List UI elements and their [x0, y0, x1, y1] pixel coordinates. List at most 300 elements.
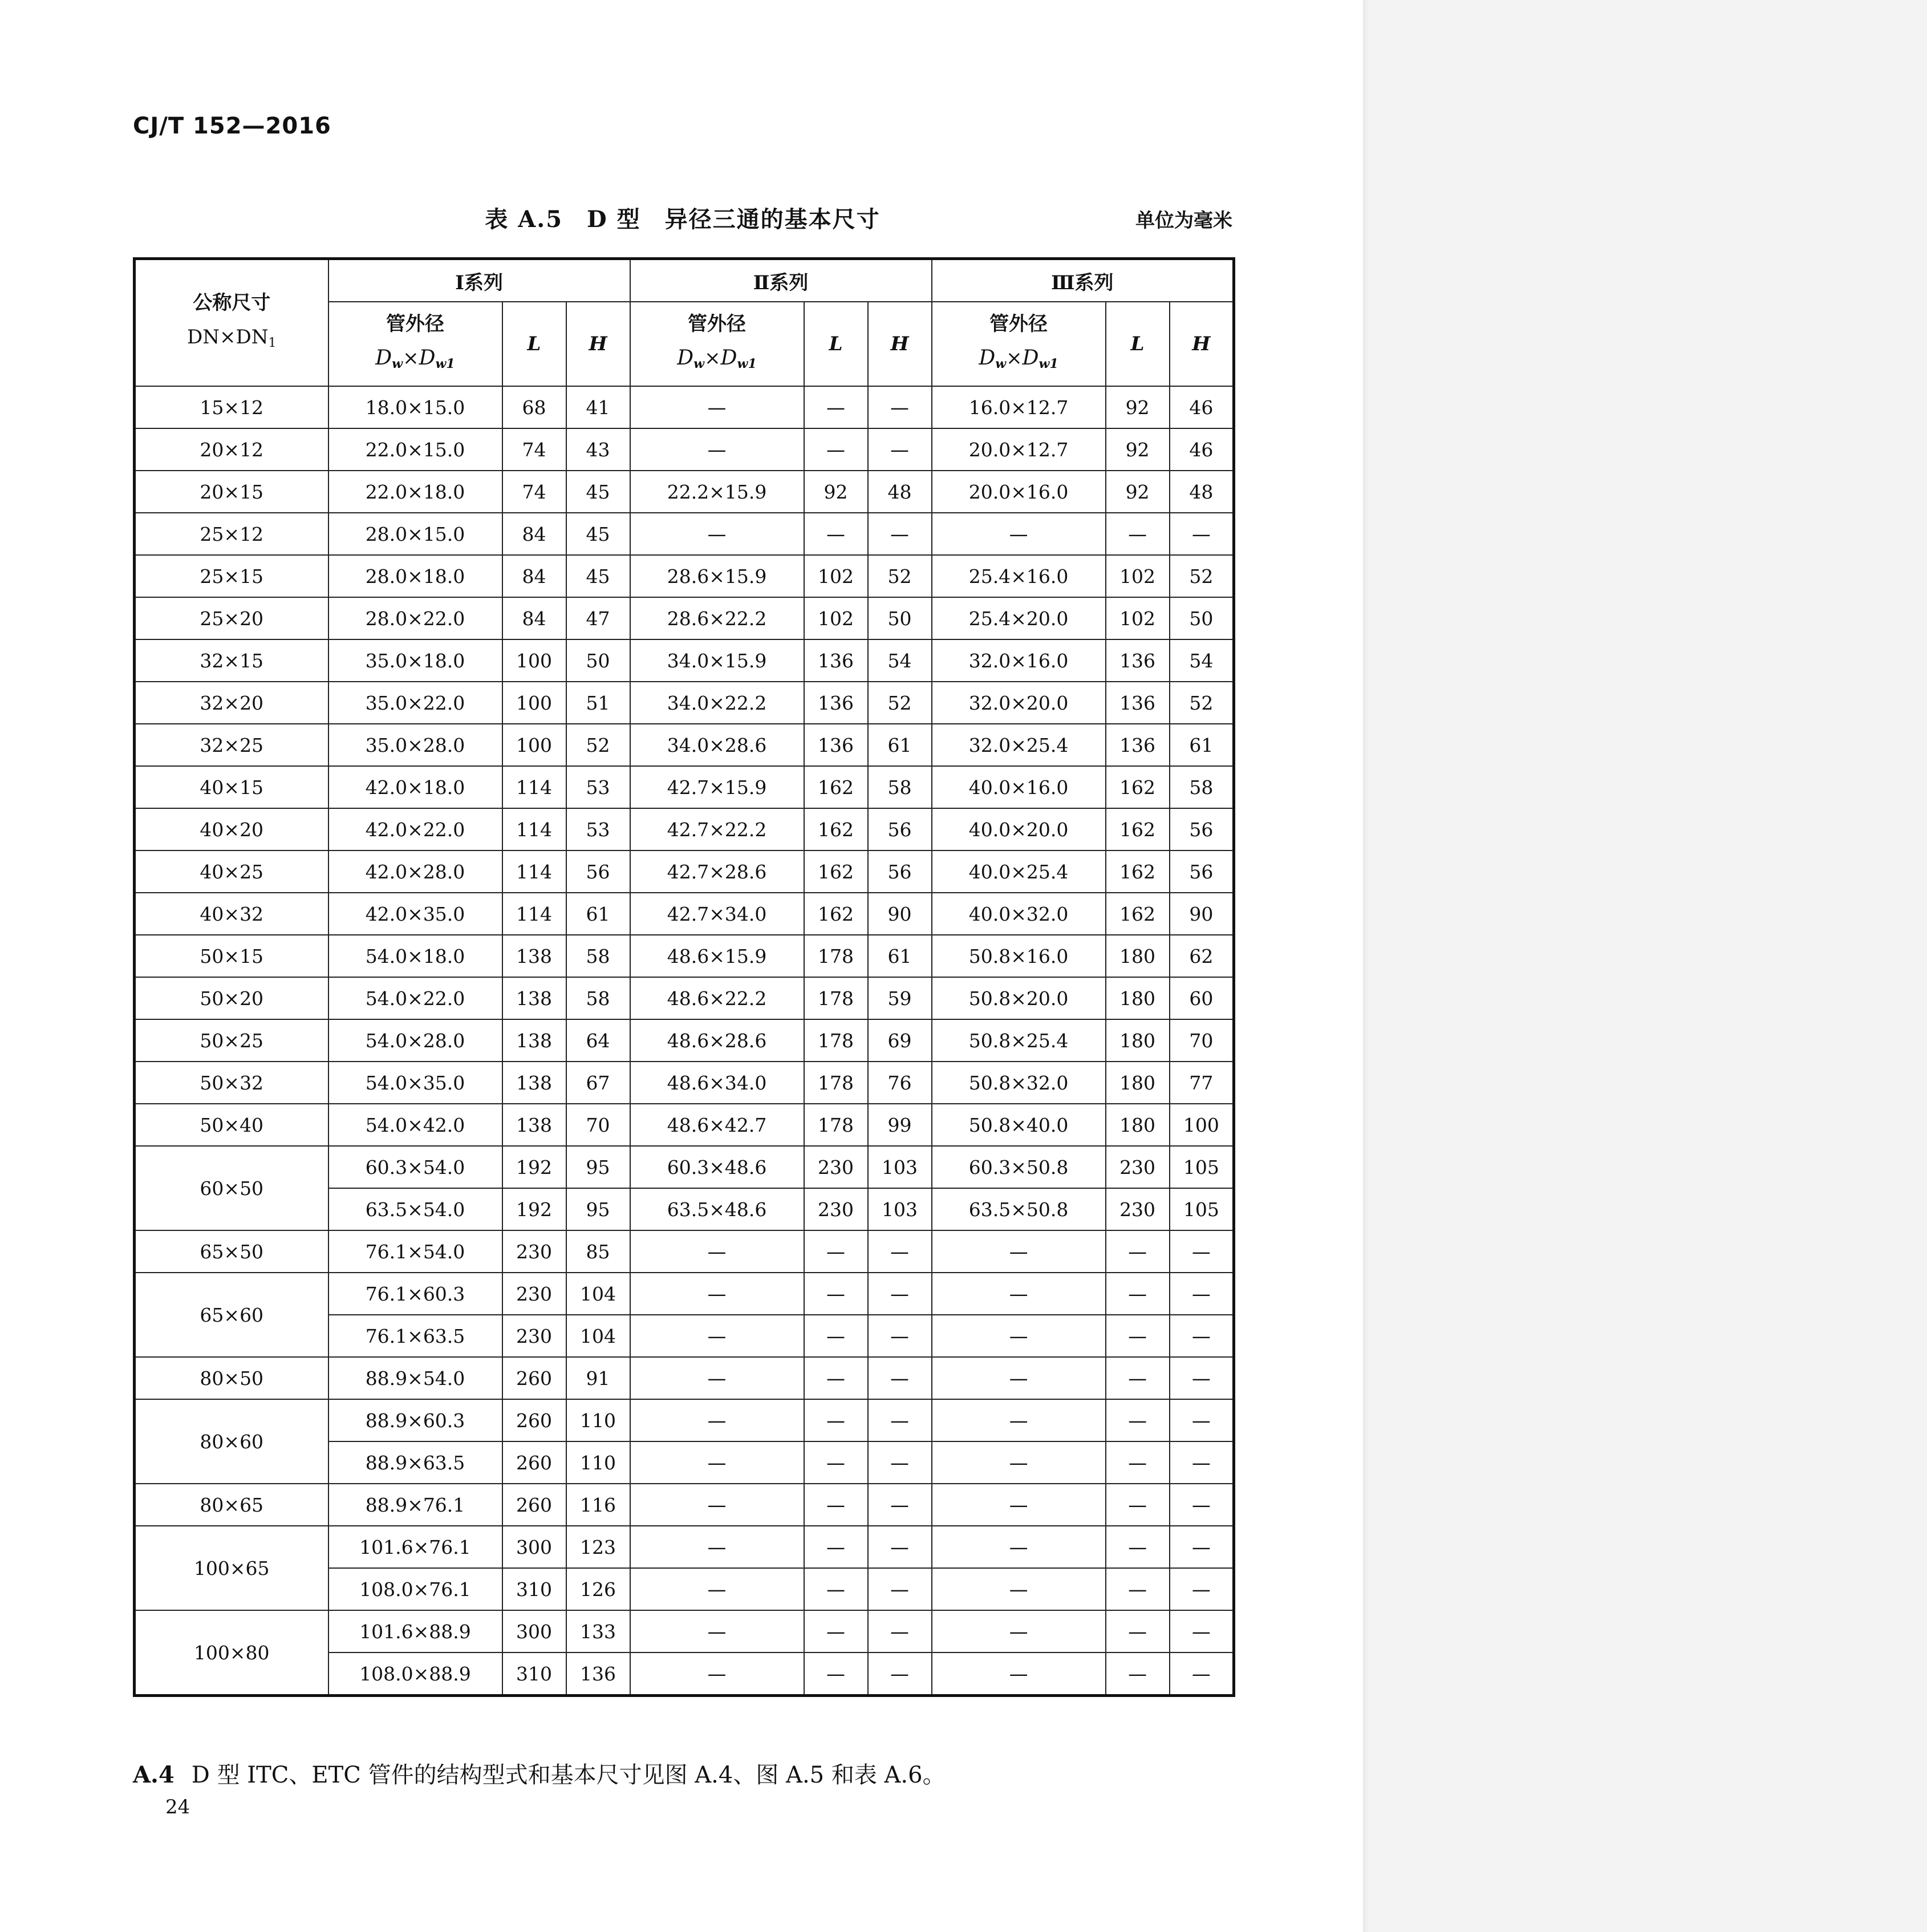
table-cell: 32.0×25.4 — [932, 724, 1106, 766]
table-cell: 50 — [868, 597, 932, 639]
table-cell: — — [804, 1273, 868, 1315]
table-cell: 69 — [868, 1019, 932, 1062]
table-cell: 260 — [502, 1484, 566, 1526]
table-cell: — — [1170, 1399, 1234, 1441]
nominal-size-cell: 32×15 — [135, 639, 328, 682]
table-row — [135, 555, 1234, 597]
od-label: 管外径 — [989, 313, 1048, 335]
table-cell: — — [804, 1526, 868, 1568]
table-unit: 单位为毫米 — [1135, 209, 1232, 232]
od-symbol: $D_w\times D_{w1}$ — [979, 346, 1058, 371]
table-cell: 28.6×15.9 — [630, 555, 804, 597]
table-cell: 162 — [1106, 766, 1170, 808]
table-cell: 102 — [804, 555, 868, 597]
table-cell: — — [804, 1610, 868, 1652]
table-row — [135, 808, 1234, 850]
nominal-size-cell: 80×60 — [135, 1399, 328, 1484]
table-cell: — — [804, 1652, 868, 1696]
table-cell: 108.0×88.9 — [328, 1652, 502, 1696]
table-cell: — — [804, 1399, 868, 1441]
table-cell: 45 — [566, 471, 630, 513]
table-row — [135, 386, 1234, 428]
table-cell: 88.9×60.3 — [328, 1399, 502, 1441]
table-cell: 230 — [502, 1315, 566, 1357]
table-cell: 61 — [1170, 724, 1234, 766]
table-cell: — — [804, 1484, 868, 1526]
table-cell: 56 — [566, 850, 630, 893]
table-cell: 92 — [1106, 428, 1170, 471]
table-cell: — — [932, 513, 1106, 555]
table-cell: 60 — [1170, 977, 1234, 1019]
nominal-size-cell: 40×20 — [135, 808, 328, 850]
table-cell: 42.7×22.2 — [630, 808, 804, 850]
od-symbol: $D_w\times D_{w1}$ — [375, 346, 455, 371]
table-cell: 116 — [566, 1484, 630, 1526]
table-cell: 100 — [502, 682, 566, 724]
table-cell: — — [868, 1273, 932, 1315]
table-cell: — — [1170, 513, 1234, 555]
table-cell: 74 — [502, 428, 566, 471]
table-cell: — — [630, 428, 804, 471]
table-cell: 178 — [804, 1062, 868, 1104]
table-cell: 45 — [566, 555, 630, 597]
nominal-size-cell: 80×50 — [135, 1357, 328, 1399]
table-cell: 34.0×15.9 — [630, 639, 804, 682]
table-cell: 136 — [1106, 724, 1170, 766]
table-row — [135, 1146, 1234, 1188]
nominal-size-cell: 50×25 — [135, 1019, 328, 1062]
table-cell: 77 — [1170, 1062, 1234, 1104]
table-cell: — — [1170, 1357, 1234, 1399]
clause-text: D 型 ITC、ETC 管件的结构型式和基本尺寸见图 A.4、图 A.5 和表 A.6。 — [191, 1762, 946, 1788]
nominal-size-cell: 50×32 — [135, 1062, 328, 1104]
table-cell: 54.0×28.0 — [328, 1019, 502, 1062]
table-cell: 53 — [566, 766, 630, 808]
table-cell: 180 — [1106, 1062, 1170, 1104]
table-cell: 310 — [502, 1568, 566, 1610]
table-cell: 50 — [566, 639, 630, 682]
table-cell: 260 — [502, 1441, 566, 1484]
nominal-size-cell: 100×80 — [135, 1610, 328, 1696]
table-cell: — — [630, 1484, 804, 1526]
table-cell: 60.3×50.8 — [932, 1146, 1106, 1188]
table-cell: 162 — [804, 808, 868, 850]
table-cell: — — [804, 513, 868, 555]
table-row — [135, 1399, 1234, 1441]
table-cell: 76 — [868, 1062, 932, 1104]
nominal-size-cell: 50×15 — [135, 935, 328, 977]
table-cell: — — [868, 1230, 932, 1273]
table-cell: 88.9×63.5 — [328, 1441, 502, 1484]
table-cell: 74 — [502, 471, 566, 513]
table-cell: 76.1×54.0 — [328, 1230, 502, 1273]
table-cell: — — [868, 386, 932, 428]
nominal-size-cell: 65×50 — [135, 1230, 328, 1273]
table-cell: 54.0×42.0 — [328, 1104, 502, 1146]
table-cell: 260 — [502, 1399, 566, 1441]
table-row — [135, 597, 1234, 639]
table-cell: 300 — [502, 1526, 566, 1568]
table-cell: — — [1106, 1357, 1170, 1399]
table-cell: 91 — [566, 1357, 630, 1399]
table-cell: — — [932, 1610, 1106, 1652]
table-cell: 76.1×60.3 — [328, 1273, 502, 1315]
clause-number: A.4 — [133, 1761, 175, 1788]
nominal-size-cell: 40×32 — [135, 893, 328, 935]
table-cell: 61 — [868, 935, 932, 977]
table-cell: 123 — [566, 1526, 630, 1568]
table-cell: 64 — [566, 1019, 630, 1062]
table-cell: 22.2×15.9 — [630, 471, 804, 513]
nominal-size-cell: 20×12 — [135, 428, 328, 471]
table-cell: — — [1170, 1526, 1234, 1568]
nominal-size-cell: 20×15 — [135, 471, 328, 513]
table-cell: 114 — [502, 808, 566, 850]
table-cell: 230 — [1106, 1146, 1170, 1188]
table-cell: 162 — [804, 766, 868, 808]
table-cell: 92 — [1106, 386, 1170, 428]
table-cell: 32.0×20.0 — [932, 682, 1106, 724]
table-cell: — — [868, 1484, 932, 1526]
table-cell: 70 — [566, 1104, 630, 1146]
table-cell: 192 — [502, 1188, 566, 1230]
table-cell: 61 — [566, 893, 630, 935]
table-cell: 48 — [868, 471, 932, 513]
table-cell: 47 — [566, 597, 630, 639]
nominal-size-symbol: $DN\times DN_1$ — [186, 325, 277, 350]
table-cell: 34.0×28.6 — [630, 724, 804, 766]
table-row — [135, 639, 1234, 682]
table-cell: 84 — [502, 513, 566, 555]
table-row — [135, 1104, 1234, 1146]
table-cell: — — [1106, 1568, 1170, 1610]
table-cell: 76.1×63.5 — [328, 1315, 502, 1357]
table-cell: 90 — [868, 893, 932, 935]
table-cell: — — [630, 1357, 804, 1399]
table-cell: 180 — [1106, 1104, 1170, 1146]
table-cell: 42.7×15.9 — [630, 766, 804, 808]
table-cell: — — [1106, 1652, 1170, 1696]
table-cell: 136 — [804, 682, 868, 724]
table-cell: 95 — [566, 1188, 630, 1230]
header-h-1: H — [566, 302, 630, 386]
od-label: 管外径 — [688, 313, 747, 335]
table-cell: 230 — [502, 1273, 566, 1315]
table-cell: 136 — [804, 639, 868, 682]
table-cell: 54 — [1170, 639, 1234, 682]
table-cell: — — [868, 1526, 932, 1568]
header-h-2: H — [868, 302, 932, 386]
table-cell: 48.6×22.2 — [630, 977, 804, 1019]
nominal-size-cell: 80×65 — [135, 1484, 328, 1526]
table-cell: 61 — [868, 724, 932, 766]
table-cell: 60.3×54.0 — [328, 1146, 502, 1188]
table-cell: 70 — [1170, 1019, 1234, 1062]
table-row — [135, 893, 1234, 935]
table-cell: — — [1170, 1315, 1234, 1357]
table-cell: 42.7×34.0 — [630, 893, 804, 935]
nominal-size-cell: 50×40 — [135, 1104, 328, 1146]
table-cell: — — [1106, 513, 1170, 555]
table-cell: 48.6×34.0 — [630, 1062, 804, 1104]
table-cell: 56 — [1170, 850, 1234, 893]
table-cell: 56 — [868, 808, 932, 850]
table-cell: 108.0×76.1 — [328, 1568, 502, 1610]
table-cell: — — [1106, 1484, 1170, 1526]
table-cell: 63.5×54.0 — [328, 1188, 502, 1230]
od-label: 管外径 — [386, 313, 444, 335]
table-cell: 35.0×22.0 — [328, 682, 502, 724]
table-cell: — — [630, 1568, 804, 1610]
table-caption — [133, 197, 1232, 237]
table-cell: 126 — [566, 1568, 630, 1610]
table-body — [135, 386, 1234, 1696]
table-cell: 58 — [566, 935, 630, 977]
table-cell: — — [630, 1315, 804, 1357]
table-cell: 138 — [502, 1104, 566, 1146]
table-cell: 58 — [1170, 766, 1234, 808]
table-row — [135, 1062, 1234, 1104]
table-cell: 28.0×15.0 — [328, 513, 502, 555]
table-cell: — — [804, 1568, 868, 1610]
table-cell: 52 — [1170, 555, 1234, 597]
table-cell: — — [932, 1315, 1106, 1357]
table-cell: 46 — [1170, 386, 1234, 428]
nominal-size-cell: 60×50 — [135, 1146, 328, 1230]
table-cell: — — [630, 386, 804, 428]
table-cell: — — [868, 1399, 932, 1441]
table-cell: 138 — [502, 1019, 566, 1062]
table-cell: 162 — [1106, 893, 1170, 935]
table-cell: — — [804, 1441, 868, 1484]
table-cell: — — [1106, 1230, 1170, 1273]
table-cell: 162 — [1106, 850, 1170, 893]
table-cell: — — [932, 1357, 1106, 1399]
table-cell: 62 — [1170, 935, 1234, 977]
table-cell: — — [1170, 1230, 1234, 1273]
table-cell: — — [1170, 1441, 1234, 1484]
table-cell: 310 — [502, 1652, 566, 1696]
nominal-size-cell: 32×20 — [135, 682, 328, 724]
table-cell: 52 — [566, 724, 630, 766]
table-cell: 28.6×22.2 — [630, 597, 804, 639]
table-title: 表 A.5 D 型 异径三通的基本尺寸 — [485, 206, 881, 233]
table-cell: 56 — [868, 850, 932, 893]
table-cell: — — [1106, 1315, 1170, 1357]
nominal-size-cell: 40×25 — [135, 850, 328, 893]
table-cell: 60.3×48.6 — [630, 1146, 804, 1188]
table-cell: 43 — [566, 428, 630, 471]
table-cell: 35.0×18.0 — [328, 639, 502, 682]
table-cell: 22.0×18.0 — [328, 471, 502, 513]
table-cell: 48.6×15.9 — [630, 935, 804, 977]
table-cell: — — [630, 1526, 804, 1568]
table-cell: — — [932, 1273, 1106, 1315]
table-cell: 48.6×42.7 — [630, 1104, 804, 1146]
table-cell: 42.7×28.6 — [630, 850, 804, 893]
table-cell: 16.0×12.7 — [932, 386, 1106, 428]
table-cell: 102 — [804, 597, 868, 639]
table-cell: 100 — [502, 724, 566, 766]
table-cell: 162 — [804, 850, 868, 893]
header-series-1: Ⅰ系列 — [328, 259, 630, 302]
table-cell: 45 — [566, 513, 630, 555]
table-cell: — — [1106, 1441, 1170, 1484]
table-cell: 50 — [1170, 597, 1234, 639]
table-cell: 48 — [1170, 471, 1234, 513]
nominal-size-cell: 65×60 — [135, 1273, 328, 1357]
table-cell: 192 — [502, 1146, 566, 1188]
table-cell: 105 — [1170, 1146, 1234, 1188]
table-row — [135, 682, 1234, 724]
header-series-3: Ⅲ系列 — [932, 259, 1234, 302]
table-row — [135, 766, 1234, 808]
header-l-2: L — [804, 302, 868, 386]
table-cell: 84 — [502, 555, 566, 597]
nominal-size-label: 公称尺寸 — [193, 291, 271, 314]
table-cell: 68 — [502, 386, 566, 428]
header-series-2: Ⅱ系列 — [630, 259, 932, 302]
nominal-size-cell: 25×20 — [135, 597, 328, 639]
table-cell: 52 — [1170, 682, 1234, 724]
table-cell: 178 — [804, 977, 868, 1019]
table-cell: 58 — [868, 766, 932, 808]
page-edge-shadow — [1363, 0, 1369, 1932]
table-cell: 138 — [502, 935, 566, 977]
table-cell: 133 — [566, 1610, 630, 1652]
table-row — [135, 935, 1234, 977]
header-h-3: H — [1170, 302, 1234, 386]
table-cell: 50.8×25.4 — [932, 1019, 1106, 1062]
table-cell: — — [868, 513, 932, 555]
table-cell: 22.0×15.0 — [328, 428, 502, 471]
table-cell: 42.0×22.0 — [328, 808, 502, 850]
table-cell: 114 — [502, 850, 566, 893]
table-cell: — — [1170, 1610, 1234, 1652]
table-cell: 138 — [502, 977, 566, 1019]
table-cell: — — [630, 1273, 804, 1315]
table-cell: 114 — [502, 766, 566, 808]
nominal-size-cell: 40×15 — [135, 766, 328, 808]
table-cell: 88.9×76.1 — [328, 1484, 502, 1526]
table-cell: — — [630, 1230, 804, 1273]
table-cell: 162 — [804, 893, 868, 935]
nominal-size-cell: 25×15 — [135, 555, 328, 597]
table-cell: 48.6×28.6 — [630, 1019, 804, 1062]
table-cell: 114 — [502, 893, 566, 935]
table-cell: — — [1170, 1568, 1234, 1610]
table-cell: 40.0×32.0 — [932, 893, 1106, 935]
table-cell: — — [1170, 1484, 1234, 1526]
table-cell: — — [1106, 1273, 1170, 1315]
nominal-size-cell: 25×12 — [135, 513, 328, 555]
table-cell: 136 — [804, 724, 868, 766]
table-cell: 63.5×48.6 — [630, 1188, 804, 1230]
table-cell: — — [804, 386, 868, 428]
table-cell: 42.0×28.0 — [328, 850, 502, 893]
table-cell: 54.0×35.0 — [328, 1062, 502, 1104]
table-row — [135, 977, 1234, 1019]
table-cell: — — [1106, 1610, 1170, 1652]
table-cell: 101.6×76.1 — [328, 1526, 502, 1568]
table-cell: 180 — [1106, 1019, 1170, 1062]
standard-code: CJ/T 152—2016 — [133, 113, 331, 139]
table-cell: — — [932, 1526, 1106, 1568]
table-cell: — — [868, 1568, 932, 1610]
table-cell: 32.0×16.0 — [932, 639, 1106, 682]
table-cell: 178 — [804, 935, 868, 977]
table-cell: 103 — [868, 1188, 932, 1230]
table-cell: 51 — [566, 682, 630, 724]
table-cell: 50.8×40.0 — [932, 1104, 1106, 1146]
table-cell: 42.0×18.0 — [328, 766, 502, 808]
table-row — [135, 850, 1234, 893]
table-cell: 230 — [804, 1146, 868, 1188]
table-cell: — — [1106, 1526, 1170, 1568]
table-cell: 230 — [1106, 1188, 1170, 1230]
table-cell: 230 — [502, 1230, 566, 1273]
nominal-size-cell: 15×12 — [135, 386, 328, 428]
table-cell: 101.6×88.9 — [328, 1610, 502, 1652]
table-cell: — — [630, 513, 804, 555]
table-cell: 88.9×54.0 — [328, 1357, 502, 1399]
clause-note — [133, 1757, 946, 1789]
table-cell: 136 — [566, 1652, 630, 1696]
table-cell: — — [868, 428, 932, 471]
nominal-size-cell: 100×65 — [135, 1526, 328, 1610]
table-cell: 20.0×16.0 — [932, 471, 1106, 513]
table-cell: — — [804, 1315, 868, 1357]
table-cell: 180 — [1106, 935, 1170, 977]
table-cell: — — [868, 1441, 932, 1484]
table-row — [135, 471, 1234, 513]
table-cell: 260 — [502, 1357, 566, 1399]
header-outer-diameter-2 — [630, 302, 804, 386]
table-cell: — — [630, 1610, 804, 1652]
table-cell: 28.0×22.0 — [328, 597, 502, 639]
table-cell: — — [868, 1652, 932, 1696]
table-cell: 178 — [804, 1019, 868, 1062]
table-row — [135, 1610, 1234, 1652]
table-row — [135, 1273, 1234, 1315]
table-cell: 230 — [804, 1188, 868, 1230]
dimension-table — [133, 257, 1235, 1697]
table-cell: 110 — [566, 1399, 630, 1441]
table-cell: 178 — [804, 1104, 868, 1146]
table-cell: — — [1106, 1399, 1170, 1441]
table-cell: 100 — [502, 639, 566, 682]
table-cell: 138 — [502, 1062, 566, 1104]
header-outer-diameter-3 — [932, 302, 1106, 386]
header-l-1: L — [502, 302, 566, 386]
nominal-size-cell: 32×25 — [135, 724, 328, 766]
table-cell: 100 — [1170, 1104, 1234, 1146]
table-cell: 103 — [868, 1146, 932, 1188]
table-cell: 63.5×50.8 — [932, 1188, 1106, 1230]
table-cell: 54 — [868, 639, 932, 682]
table-row — [135, 428, 1234, 471]
table-cell: — — [630, 1441, 804, 1484]
table-cell: — — [1170, 1652, 1234, 1696]
table-cell: 20.0×12.7 — [932, 428, 1106, 471]
table-cell: 136 — [1106, 639, 1170, 682]
table-cell: 40.0×20.0 — [932, 808, 1106, 850]
table-cell: 52 — [868, 555, 932, 597]
table-cell: 84 — [502, 597, 566, 639]
table-cell: 180 — [1106, 977, 1170, 1019]
table-cell: — — [932, 1484, 1106, 1526]
table-cell: 28.0×18.0 — [328, 555, 502, 597]
